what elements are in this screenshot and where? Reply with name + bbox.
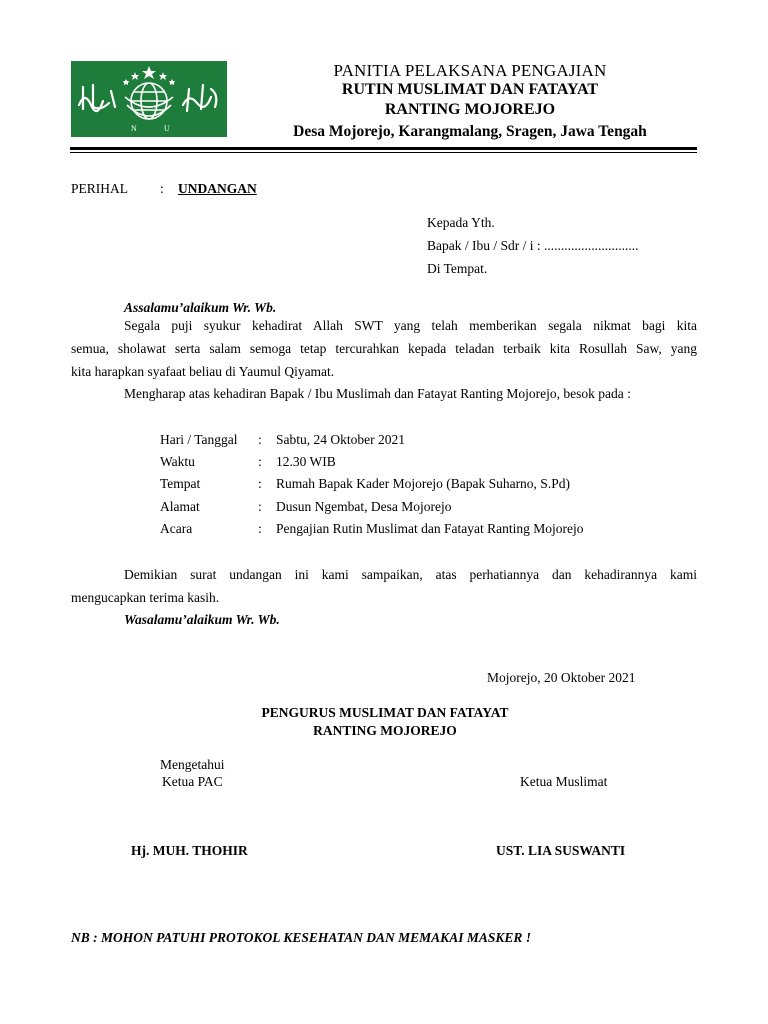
closing-salam: Wasalamu’alaikum Wr. Wb. (124, 612, 280, 627)
header-line-2: RUTIN MUSLIMAT DAN FATAYAT (341, 81, 599, 98)
detail-label-event: Acara (160, 521, 193, 536)
footnote: NB : MOHON PATUHI PROTOKOL KESEHATAN DAN MEMAKAI MASKER ! (71, 930, 531, 945)
right-signatory-name: UST. LIA SUSWANTI (496, 843, 626, 858)
paragraph-1-line-1: Segala puji syukur kehadirat Allah SWT yang telah memberikan segala nikmat bagi kita (124, 318, 697, 333)
detail-colon: : (258, 454, 262, 469)
recipient-line-3: Di Tempat. (427, 261, 488, 276)
detail-label-place: Tempat (160, 476, 201, 491)
detail-colon: : (258, 476, 262, 491)
closing-line-2: mengucapkan terima kasih. (71, 590, 220, 605)
org-line-1: PENGURUS MUSLIMAT DAN FATAYAT (261, 705, 509, 720)
left-title-1: Mengetahui (160, 757, 225, 772)
header-line-3: RANTING MOJOREJO (384, 101, 556, 118)
detail-value-date: Sabtu, 24 Oktober 2021 (276, 432, 405, 447)
closing-line-1: Demikian surat undangan ini kami sampaikan, atas perhatiannya dan kehadirannya kami (124, 567, 697, 582)
greeting: Assalamu’alaikum Wr. Wb. (124, 300, 277, 315)
detail-value-event: Pengajian Rutin Muslimat dan Fatayat Ranting Mojorejo (276, 521, 584, 536)
svg-text:N: N (131, 124, 137, 133)
paragraph-1-line-2: semua, sholawat serta salam semoga tetap tercurahkan kepada teladan terbaik kita Rosullah Saw, yang (71, 341, 697, 356)
place-date: Mojorejo, 20 Oktober 2021 (487, 670, 636, 685)
nu-logo-icon (71, 61, 227, 137)
right-title: Ketua Muslimat (520, 774, 608, 789)
svg-text:U: U (164, 124, 170, 133)
header-rule-thick (70, 147, 697, 150)
detail-label-address: Alamat (160, 499, 200, 514)
detail-colon: : (258, 432, 262, 447)
detail-label-date: Hari / Tanggal (160, 432, 238, 447)
header-line-1: PANITIA PELAKSANA PENGAJIAN (333, 61, 607, 80)
detail-value-place: Rumah Bapak Kader Mojorejo (Bapak Suharno, S.Pd) (276, 476, 570, 491)
detail-colon: : (258, 499, 262, 514)
paragraph-2: Mengharap atas kehadiran Bapak / Ibu Muslimah dan Fatayat Ranting Mojorejo, besok pada : (124, 386, 631, 401)
detail-label-time: Waktu (160, 454, 195, 469)
org-line-2: RANTING MOJOREJO (313, 723, 457, 738)
detail-value-time: 12.30 WIB (276, 454, 336, 469)
header-address: Desa Mojorejo, Karangmalang, Sragen, Jawa Tengah (293, 123, 647, 140)
recipient-line-2: Bapak / Ibu / Sdr / i : ............................ (427, 238, 639, 253)
perihal-value: UNDANGAN (178, 181, 257, 196)
detail-colon: : (258, 521, 262, 536)
paragraph-1-line-3: kita harapkan syafaat beliau di Yaumul Qiyamat. (71, 364, 335, 379)
perihal-colon: : (160, 181, 164, 196)
header-rule-thin (70, 152, 697, 153)
recipient-line-1: Kepada Yth. (427, 215, 495, 230)
left-signatory-name: Hj. MUH. THOHIR (131, 843, 248, 858)
left-title-2: Ketua PAC (162, 774, 223, 789)
detail-value-address: Dusun Ngembat, Desa Mojorejo (276, 499, 452, 514)
perihal-label: PERIHAL (71, 181, 128, 196)
